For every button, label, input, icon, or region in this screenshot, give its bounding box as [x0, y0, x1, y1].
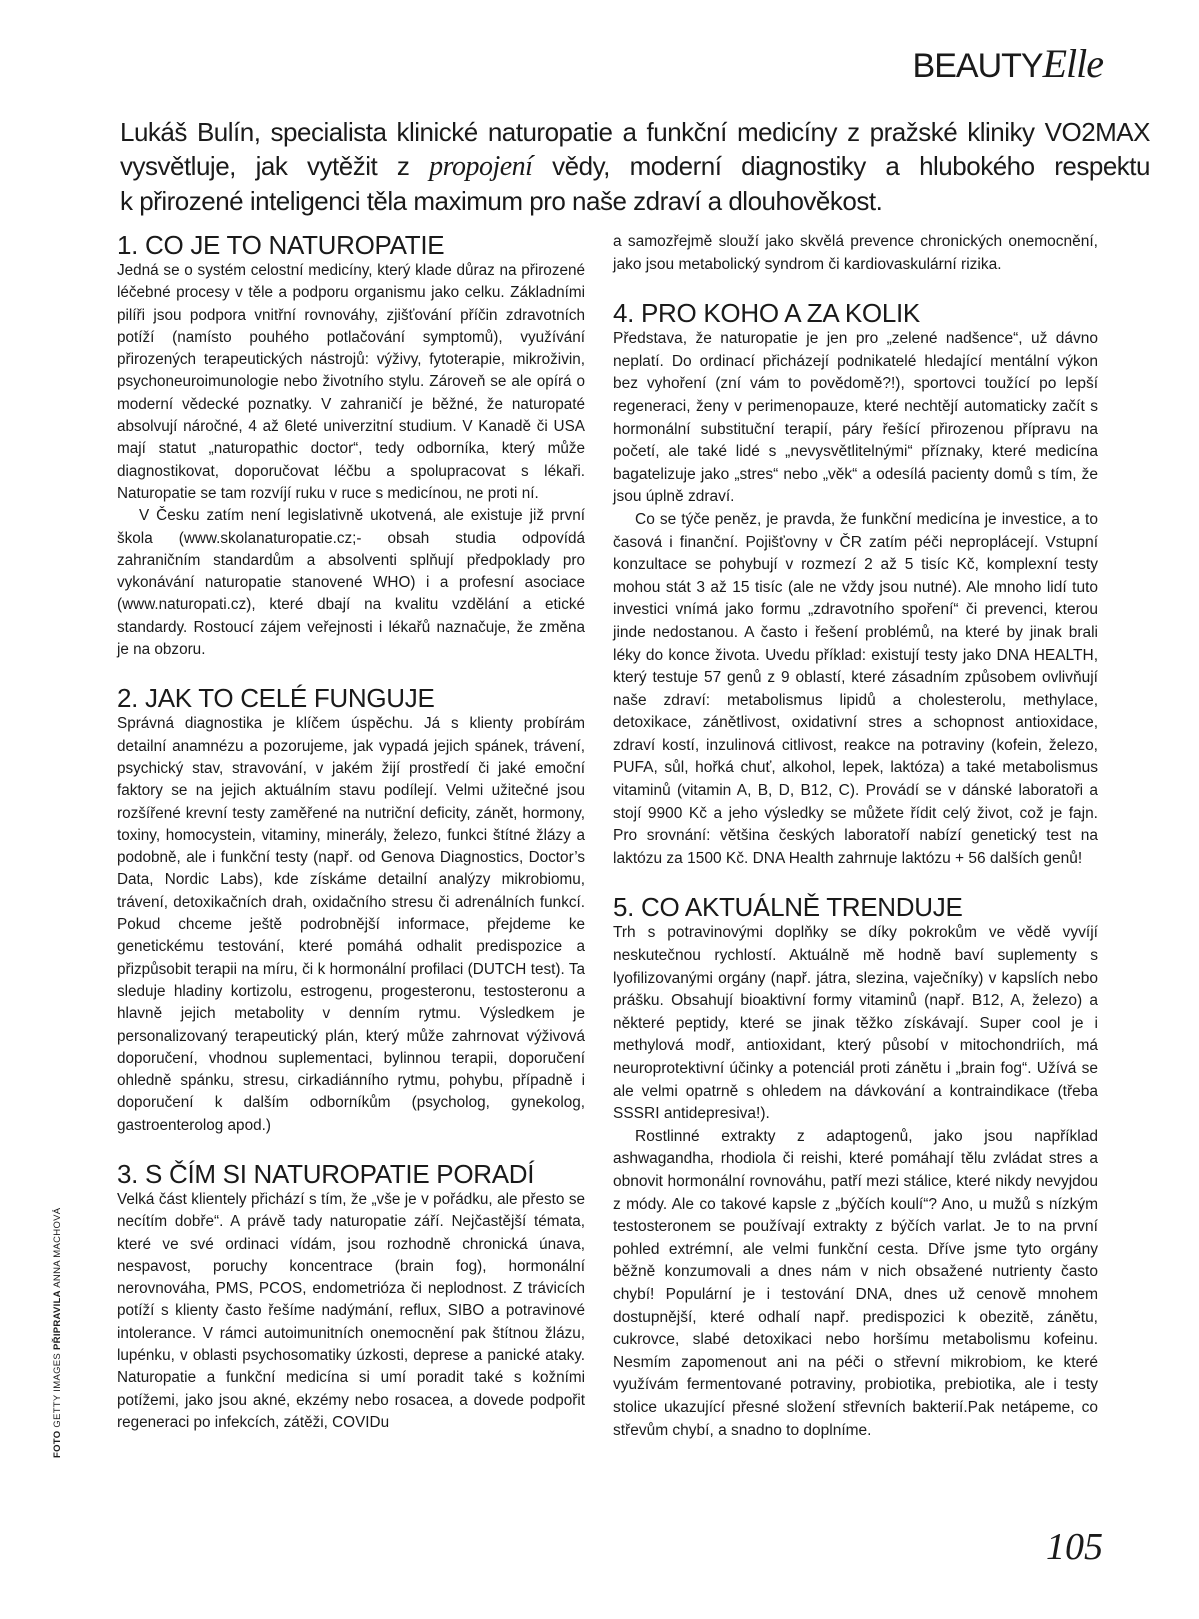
- lead-line-1: Lukáš Bulín, specialista klinické naturopatie a funkční medicíny z pražské kliniky VO2MAX: [120, 117, 1150, 147]
- section-1-paragraph-1: Jedná se o systém celostní medicíny, který klade důraz na přirozené léčebné procesy v těle a podporu organismu jako celku. Základními pilíři jsou podpora vnitřní rovnováhy, zjišťování příčin zdravotních potíží (namísto pouhého potlačování symptomů), využívání přirozených terapeutických nástrojů: výživy, fytoterapie, mikroživin, psychoneuroimunologie nebo životního stylu. Zároveň se ale opírá o moderní vědecké poznatky. V zahraničí je běžné, že naturopaté absolvují náročné, 4 až 6leté univerzitní studium. V Kanadě či USA mají statut „naturopathic doctor“, tedy odborníka, který může diagnostikovat, doporučovat léčbu a spolupracovat s lékaři. Naturopatie se tam rozvíjí ruku v ruce s medicínou, ne proti ní.: [117, 262, 585, 502]
- right-column: [613, 231, 1098, 1442]
- section-3-paragraph-2: a samozřejmě slouží jako skvělá prevence chronických onemocnění, jako jsou metabolický syndrom či kardiovaskulární rizika.: [613, 233, 1098, 273]
- section-4-paragraph-1: Představa, že naturopatie je jen pro „zelené nadšence“, už dávno neplatí. Do ordinací přicházejí podnikatelé hledající mentální výkon bez vyhoření (zní vám to povědomě?!), sportovci toužící po lepší regeneraci, ženy v perimenopauze, které nechtějí automaticky začít s hormonální substituční terapií, páry řešící přirozenou přípravu na početí, ale také lidé s „nevysvětlitelnými“ příznaky, které medicína bagatelizuje jako „stres“ nebo „věk“ a odesílá pacienty domů s tím, že jsou úplně zdraví.: [613, 330, 1098, 506]
- lead-line-2: [120, 149, 1150, 184]
- section-5-paragraph-1: Trh s potravinovými doplňky se díky pokrokům ve vědě vyvíjí neskutečnou rychlostí. Aktuálně mě hodně baví suplementy s lyofilizovanými orgány (např. játra, slezina, vaječníky) v kapslích nebo prášku. Obsahují bioaktivní formy vitaminů (např. B12, A, železo) a některé peptidy, které se jinak těžko získávají. Super cool je i methylová modř, antioxidant, který působí v mitochondriích, má neuroprotektivní účinky a potenciál proti zánětu i „brain fog“. Užívá se ale velmi opatrně s ohledem na dávkování a kontraindikace (třeba SSSRI antidepresiva!).: [613, 924, 1098, 1123]
- section-1-paragraph-2: V Česku zatím není legislativně ukotvená, ale existuje již první škola (www.skolanaturopatie.cz;- obsah studia odpovídá zahraničním standardům a absolventi splňují předpoklady pro vykonávání naturopatie stanovené WHO) i a profesní asociace (www.naturopati.cz), které dbají na kvalitu vzdělání a etické standardy. Rostoucí zájem veřejnosti i lékařů naznačuje, že změna je na obzoru.: [117, 507, 585, 659]
- lead-paragraph: [120, 115, 1150, 218]
- section-5-heading: 5. CO AKTUÁLNĚ TRENDUJE: [613, 892, 963, 923]
- section-3-heading: 3. S ČÍM SI NATUROPATIE PORADÍ: [117, 1158, 535, 1189]
- photo-credit: [52, 1208, 63, 1458]
- credit-prep-value: ANNA MACHOVÁ: [52, 1207, 63, 1288]
- credit-prep-label: PŘIPRAVILA: [52, 1290, 63, 1350]
- section-header: [913, 40, 1103, 87]
- page-number: 105: [1046, 1526, 1103, 1568]
- section-4-paragraph-2: Co se týče peněz, je pravda, že funkční medicína je investice, a to časová i finanční. Pojišťovny v ČR zatím péči neproplácejí. Vstupní konzultace se pohybují v rozmezí 2 až 5 tisíc Kč, komplexní testy mohou stát 3 až 15 tisíc (ale ne vždy jsou nutné). Ale mnoho lidí tuto investici vnímá jako formu „zdravotního spoření“ či prevenci, kterou jinde nedostanou. A často i řešení problémů, na které by jinak brali léky do konce života. Uvedu příklad: existují testy jako DNA HEALTH, který testuje 57 genů z 9 oblastí, které zásadním způsobem ovlivňují naše zdraví: metabolismus lipidů a cholesterolu, methylace, detoxikace, zánětlivost, oxidativní stres a schopnost antioxidace, zdraví kostí, inzulinová citlivost, reakce na potraviny (kofein, železo, PUFA, sůl, hořká chuť, alkohol, lepek, laktóza) a také metabolismus vitaminů (vitamin A, B, D, B12, C). Provádí se v dánské laboratoři a stojí 9900 Kč a jeho výsledky se můžete řídit celý život, což je fajn. Pro srovnání: většina českých laboratoří nabízí genetický test na laktózu za 1500 Kč. DNA Health zahrnuje laktózu + 56 dalších genů!: [613, 510, 1098, 867]
- section-2-heading: 2. JAK TO CELÉ FUNGUJE: [117, 683, 435, 714]
- credit-foto-label: FOTO: [52, 1430, 63, 1458]
- section-label: BEAUTY: [912, 47, 1043, 85]
- left-column: [117, 230, 585, 1434]
- section-3-paragraph-1: Velká část klientely přichází s tím, že „vše je v pořádku, ale přesto se necítím dobře“. A právě tady naturopatie září. Nejčastější témata, které ve své ordinaci vídám, jsou rozhodně chronická únava, nespavost, poruchy koncentrace (brain fog), hormonální nerovnováha, PMS, PCOS, endometrióza či neplodnost. Z trávicích potíží s klienty často řešíme nadýmání, reflux, SIBO a potravinové intolerance. V rámci autoimunitních onemocnění pak štítnou žlázu, lupénku, v oblasti psychosomatiky úzkosti, deprese a panické ataky. Naturopatie a funkční medicína si umí poradit také s kožními potížemi, jako jsou akné, ekzémy nebo rosacea, a dovede podpořit regeneraci po infekcích, zátěži, COVIDu: [117, 1190, 585, 1431]
- lead-line-2-pre: vysvětluje, jak vytěžit z: [120, 151, 410, 181]
- section-5-paragraph-2: Rostlinné extrakty z adaptogenů, jako jsou například ashwagandha, rhodiola či reishi, které pomáhají tělu zvládat stres a obnovit hormonální rovnováhu, patří mezi stálice, které nikdy nevyjdou z módy. Ale co takové kapsle z „býčích koulí“? Ano, u mužů s nízkým testosteronem se používají extrakty z býčích varlat. Je to na první pohled extrémní, ale velmi funkční cesta. Dříve jsme tyto orgány běžně konzumovali a dnes nám v nich obsažené nutrienty často chybí! Populární je i testování DNA, dnes už cenově mnohem dostupnější, které odhalí např. predispozici k obezitě, zánětu, cukrovce, slabé detoxikaci nebo horšímu metabolismu kofeinu. Nesmím zapomenout ani na péči o střevní mikrobiom, ke které využívám fermentované potraviny, probiotika, prebiotika, ale i testy stolice ukazující přesné složení střevních bakterií.Pak netápeme, co střevům chybí, a snadno to doplníme.: [613, 1127, 1098, 1439]
- magazine-logo: Elle: [1042, 41, 1103, 86]
- section-4-heading: 4. PRO KOHO A ZA KOLIK: [613, 298, 920, 329]
- lead-line-3: k přirozené inteligenci těla maximum pro naše zdraví a dlouhověkost.: [120, 186, 883, 216]
- credit-foto-value: GETTY IMAGES: [52, 1352, 63, 1428]
- section-2-paragraph-1: Správná diagnostika je klíčem úspěchu. Já s klienty probírám detailní anamnézu a pozorujeme, jak vypadá jejich spánek, trávení, psychický stav, stravování, v jakém žijí prostředí či jaké emoční faktory se na jejich aktuálním stavu podílejí. Velmi užitečné jsou rozšířené krevní testy zaměřené na nutriční deficity, zánět, hormony, toxiny, homocystein, vitaminy, minerály, železo, funkci štítné žlázy a podobně, ale i funkční testy (např. od Genova Diagnostics, Doctor’s Data, Nordic Labs), kde získáme detailní analýzy mikrobiomu, trávení, detoxikačních drah, oxidačního stresu či adrenálních funkcí. Pokud chceme ještě podrobnější informace, přejdeme ke genetickému testování, které pomáhá odhalit predispozice a přizpůsobit terapii na míru, či k hormonální profilaci (DUTCH test). Ta sleduje hladiny kortizolu, estrogenu, progesteronu, testosteronu a hlavně jejich metabolity v denním rytmu. Výsledkem je personalizovaný terapeutický plán, který může zahrnovat výživová doporučení, vhodnou suplementaci, bylinnou terapii, doporučení ohledně spánku, stresu, cirkadiánního rytmu, pohybu, případně i doporučení k dalším odborníkům (psycholog, gynekolog, gastroenterolog apod.): [117, 715, 585, 1134]
- lead-emphasis: propojení: [429, 151, 533, 182]
- section-1-heading: 1. CO JE TO NATUROPATIE: [117, 230, 445, 260]
- lead-line-2-post: vědy, moderní diagnostiky a hlubokého respektu: [552, 151, 1150, 181]
